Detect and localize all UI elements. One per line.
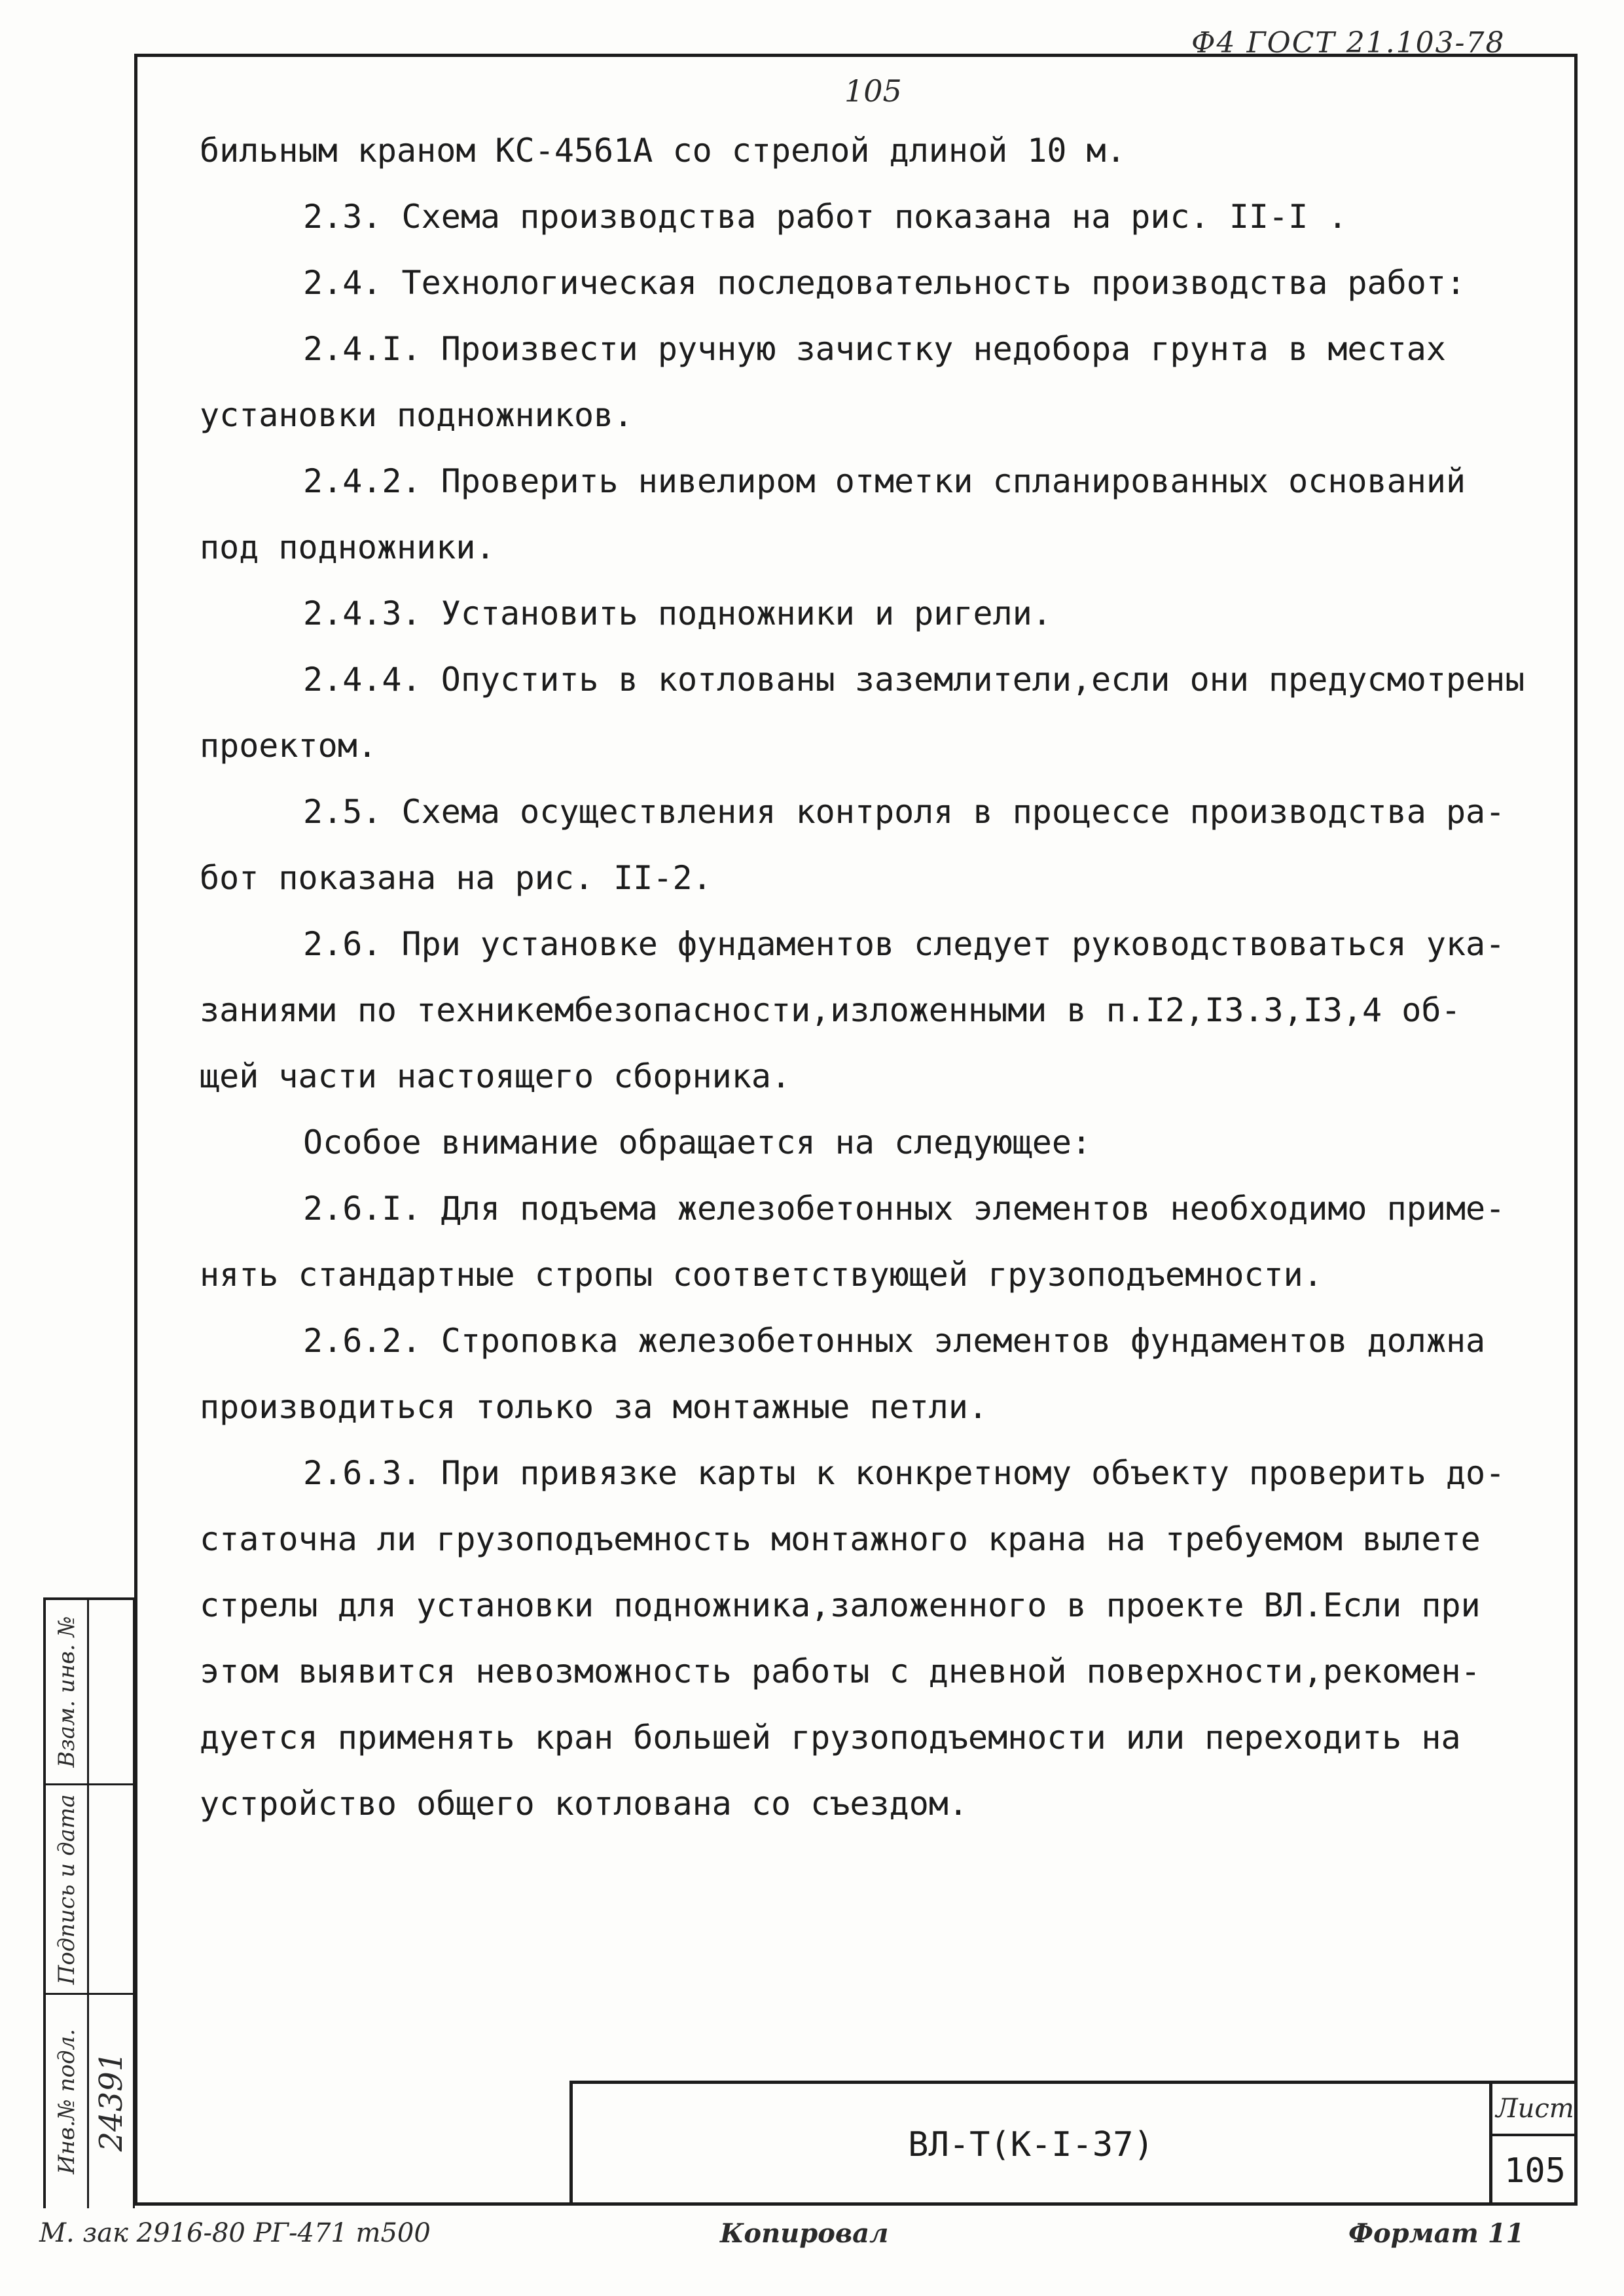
- paragraph-line: 2.4.3. Установить подножники и ригели.: [303, 594, 1052, 632]
- footer: [39, 2218, 1584, 2257]
- paragraph-line: 2.6.3. При привязке карты к конкретному объекту проверить до-: [303, 1454, 1506, 1492]
- footer-order: М. зак 2916-80 РГ-471 т500: [39, 2218, 431, 2248]
- side-value-column: [89, 1600, 135, 2208]
- document-code: Ф4 ГОСТ 21.103-78: [1191, 26, 1506, 60]
- paragraph-line: устройство общего котлована со съездом.: [200, 1785, 968, 1823]
- paragraph-line: 2.5. Схема осуществления контроля в процессе производства ра-: [303, 793, 1506, 831]
- paragraph-line: под подножники.: [200, 528, 496, 566]
- sheet-label: Лист: [1492, 2084, 1578, 2136]
- side-label-vzam-inv: Взам. инв. №: [53, 1616, 80, 1768]
- paragraph-line: Особое внимание обращается на следующее:: [303, 1123, 1092, 1161]
- paragraph-line: этом выявится невозможность работы с дневной поверхности,рекомен-: [200, 1652, 1481, 1690]
- side-label-column: [43, 1600, 89, 2208]
- paragraph-line: 2.4. Технологическая последовательность производства работ:: [303, 264, 1466, 302]
- paragraph-line: 2.4.2. Проверить нивелиром отметки спланированных оснований: [303, 462, 1466, 500]
- title-block: [569, 2081, 1578, 2206]
- sheet-number: 105: [1504, 2151, 1566, 2191]
- paragraph-line: 2.3. Схема производства работ показана на рис. II-I .: [303, 198, 1348, 236]
- paragraph-line: бильным краном КС-4561А со стрелой длиной 10 м.: [200, 132, 1126, 170]
- paragraph-line: установки подножников.: [200, 396, 634, 434]
- side-cell-inv-podl: [46, 1993, 87, 2208]
- inv-number: 24391: [92, 2051, 130, 2152]
- footer-copied: Копировал: [720, 2218, 889, 2249]
- side-cell-signature-date: [46, 1783, 87, 1993]
- side-label-signature-date: Подпись и дата: [53, 1794, 80, 1984]
- paragraph-line: заниями по техникембезопасности,изложенными в п.I2,I3.3,I3,4 об-: [200, 991, 1461, 1029]
- paragraph-line: производиться только за монтажные петли.: [200, 1388, 988, 1426]
- paragraph-line: проектом.: [200, 727, 377, 765]
- paragraph-line: 2.6.I. Для подъема железобетонных элементов необходимо приме-: [303, 1190, 1506, 1228]
- paragraph-line: стрелы для установки подножника,заложенного в проекте ВЛ.Если при: [200, 1586, 1481, 1624]
- footer-format: Формат 11: [1348, 2218, 1525, 2249]
- side-label-inv-podl: Инв.№ подл.: [53, 2029, 80, 2174]
- page-number-handwritten: 105: [844, 73, 902, 109]
- paragraph-line: нять стандартные стропы соответствующей грузоподъемности.: [200, 1256, 1323, 1294]
- paragraph-line: статочна ли грузоподъемность монтажного крана на требуемом вылете: [200, 1520, 1481, 1558]
- paragraph-line: дуется применять кран большей грузоподъемности или переходить на: [200, 1719, 1461, 1757]
- side-cell-empty: [89, 1783, 133, 1993]
- paragraph-line: бот показана на рис. II-2.: [200, 859, 712, 897]
- body-text: [200, 118, 1561, 1837]
- paragraph-line: 2.6. При установке фундаментов следует руководствоваться ука-: [303, 925, 1506, 963]
- paragraph-line: 2.4.I. Произвести ручную зачистку недобора грунта в местах: [303, 330, 1446, 368]
- side-cell-inv-number: [89, 1993, 133, 2208]
- side-cell-vzam-inv: [46, 1600, 87, 1783]
- paragraph-line: 2.6.2. Строповка железобетонных элементов фундаментов должна: [303, 1322, 1486, 1360]
- document-designation: ВЛ-Т(К-I-37): [573, 2084, 1492, 2206]
- paragraph-line: щей части настоящего сборника.: [200, 1057, 791, 1095]
- paragraph-line: 2.4.4. Опустить в котлованы заземлители,если они предусмотрены: [303, 661, 1525, 699]
- side-stamp-strip: [43, 1597, 135, 2208]
